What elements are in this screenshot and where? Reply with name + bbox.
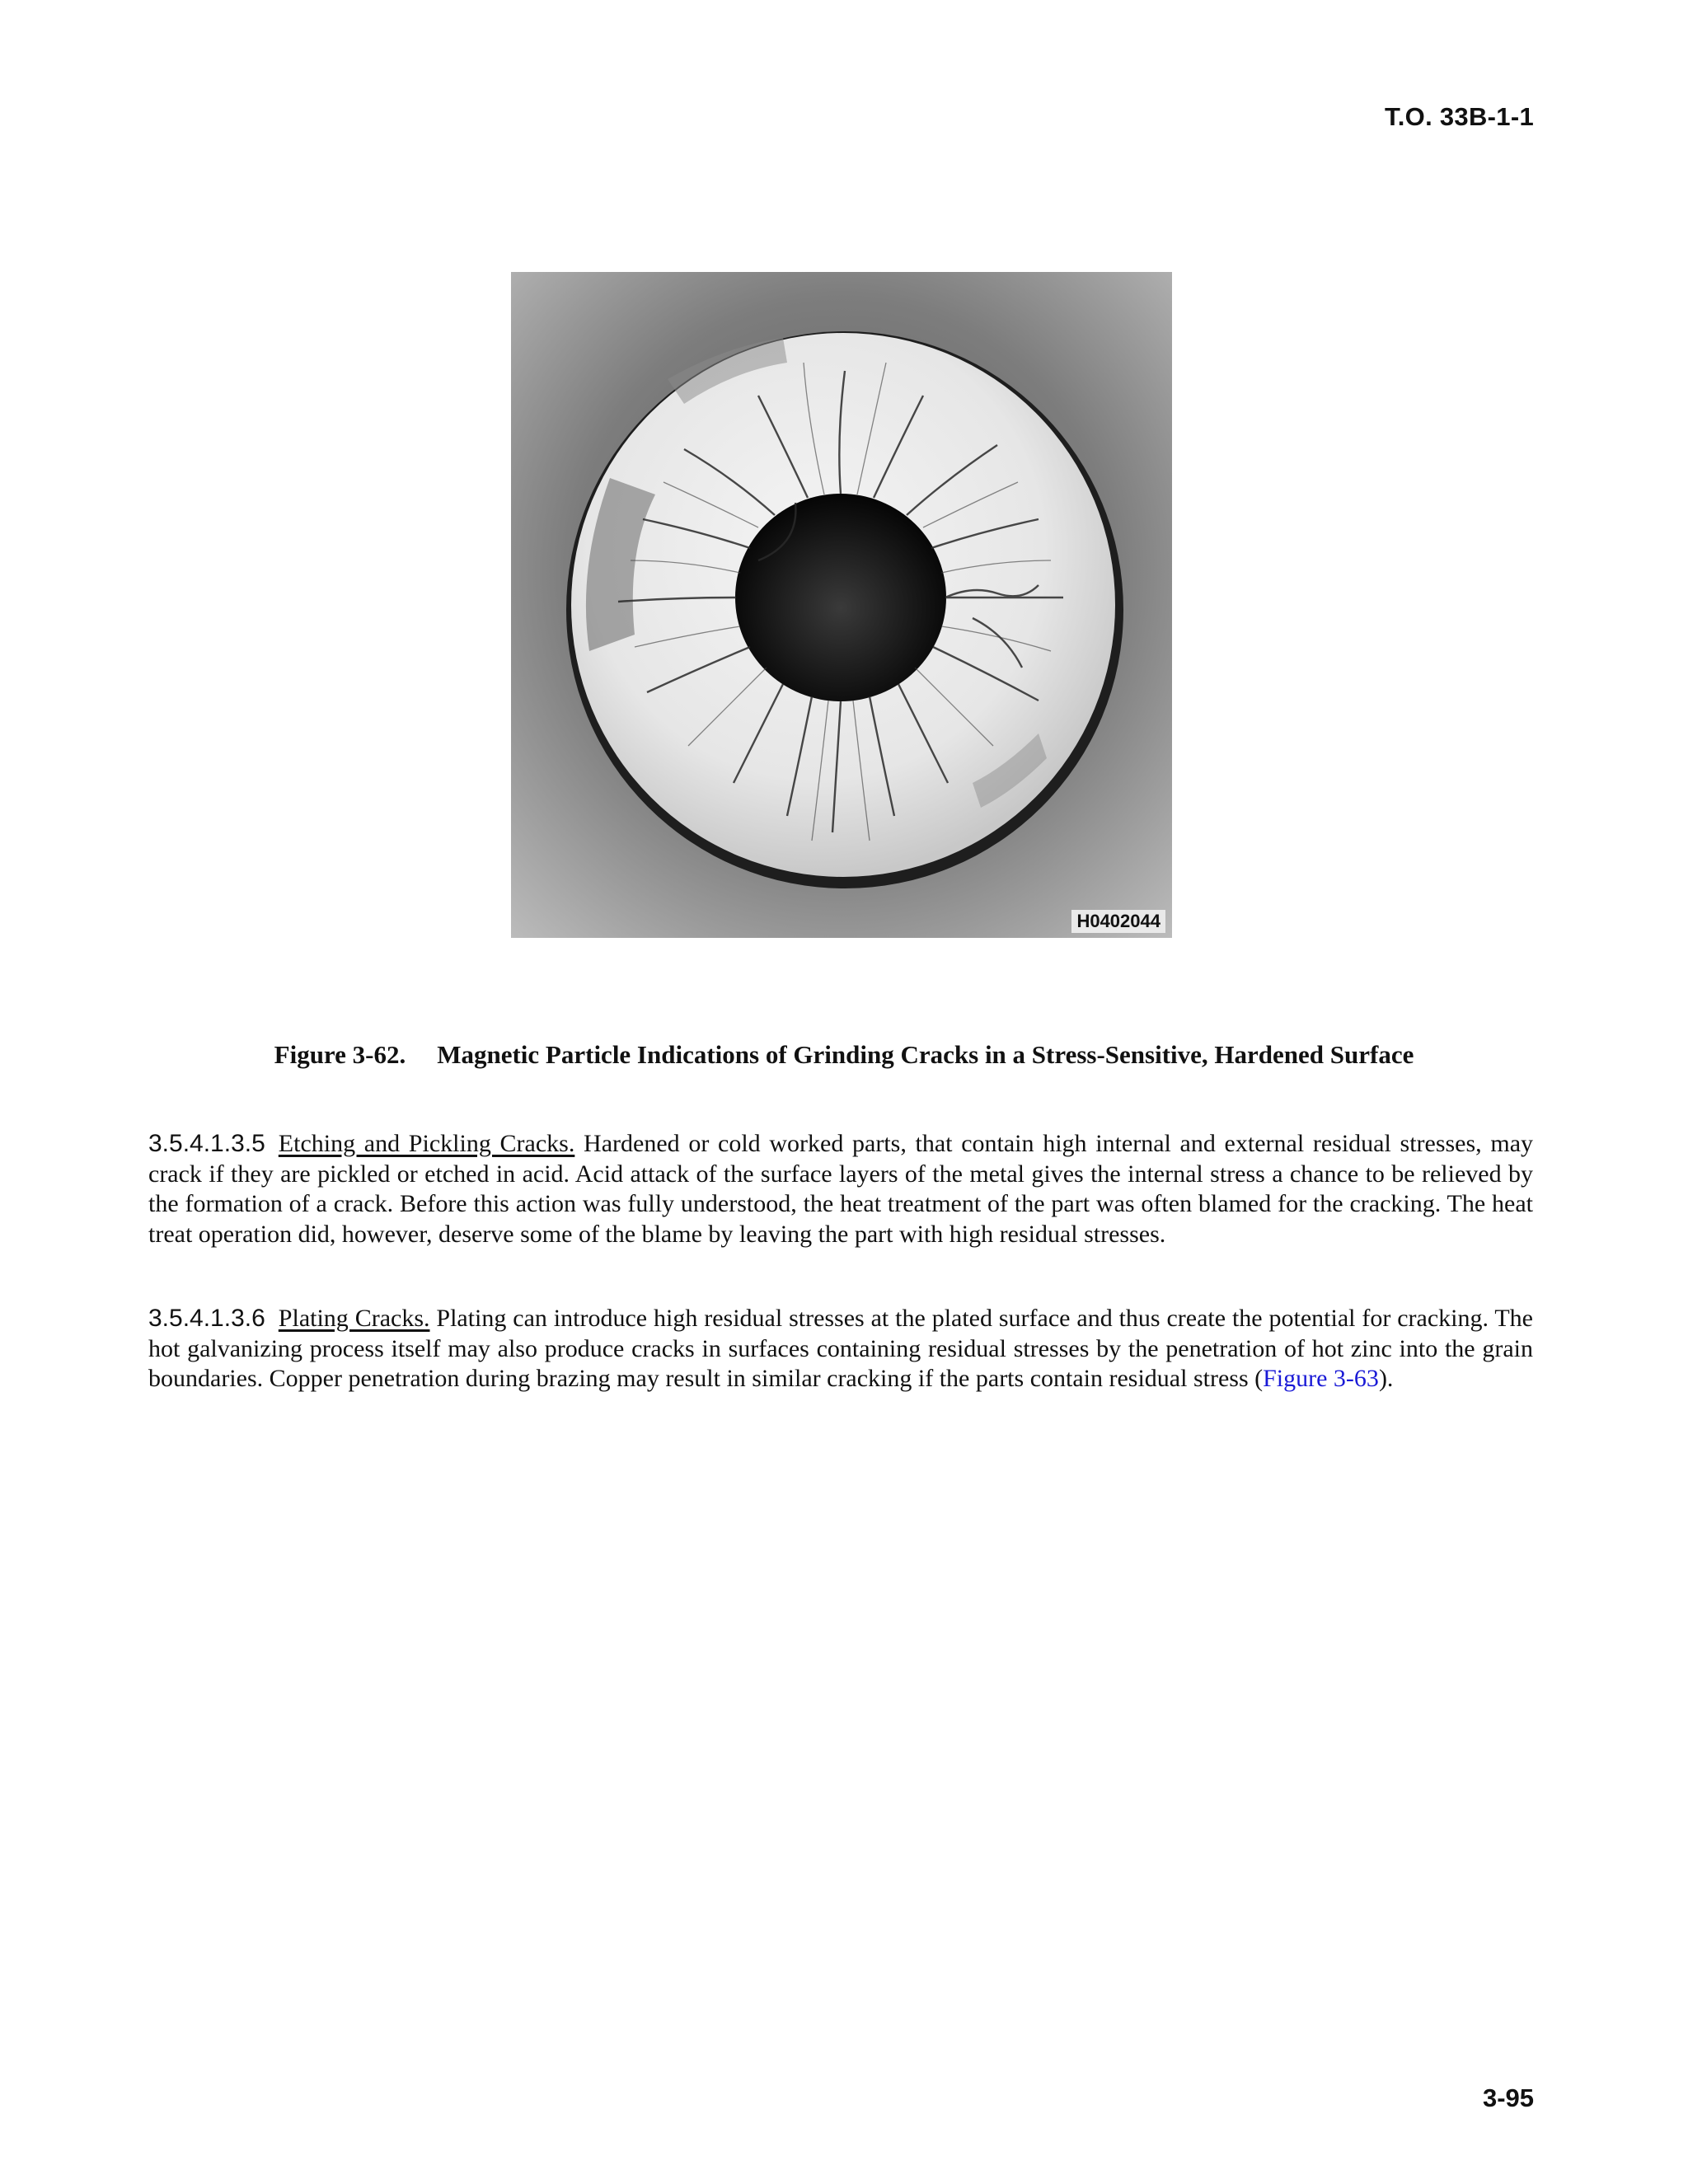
figure-caption: [0, 1040, 1688, 1070]
paragraph-number: 3.5.4.1.3.5: [148, 1130, 265, 1157]
paragraph-plating-cracks: [148, 1304, 1533, 1394]
paragraph-heading: Etching and Pickling Cracks.: [278, 1130, 575, 1157]
paragraph-heading: Plating Cracks.: [278, 1305, 430, 1332]
figure-title: Magnetic Particle Indications of Grinding Cracks in a Stress-Sensitive, Hardened Surface: [437, 1040, 1414, 1069]
document-id-header: T.O. 33B-1-1: [1384, 102, 1534, 131]
figure-3-63-link[interactable]: Figure 3-63: [1263, 1365, 1379, 1393]
grinding-cracks-washer-image: [511, 272, 1172, 938]
paragraph-body-end: ).: [1378, 1365, 1394, 1393]
figure-number: Figure 3-62.: [274, 1040, 406, 1069]
paragraph-etching-pickling-cracks: [148, 1129, 1533, 1249]
figure-photo: [511, 272, 1172, 938]
figure-image-id: H0402044: [1071, 910, 1165, 933]
page-number: 3-95: [1482, 2083, 1534, 2112]
paragraph-body: Plating can introduce high residual stresses at the plated surface and thus create the potential for cracking. The hot galvanizing process itself may also produce cracks in surfaces containing residual stresses by the penetration of hot zinc into the grain boundaries. Copper penetration during brazing may result in similar cracking if the parts contain residual stress (: [148, 1305, 1533, 1393]
paragraph-body: Hardened or cold worked parts, that contain high internal and external residual stresses, may crack if they are pickled or etched in acid. Acid attack of the surface layers of the metal gives the internal stress a chance to be relieved by the formation of a crack. Before this action was fully understood, the heat treatment of the part was often blamed for the cracking. The heat treat operation did, however, deserve some of the blame by leaving the part with high residual stresses.: [148, 1130, 1534, 1248]
paragraph-number: 3.5.4.1.3.6: [148, 1305, 265, 1332]
